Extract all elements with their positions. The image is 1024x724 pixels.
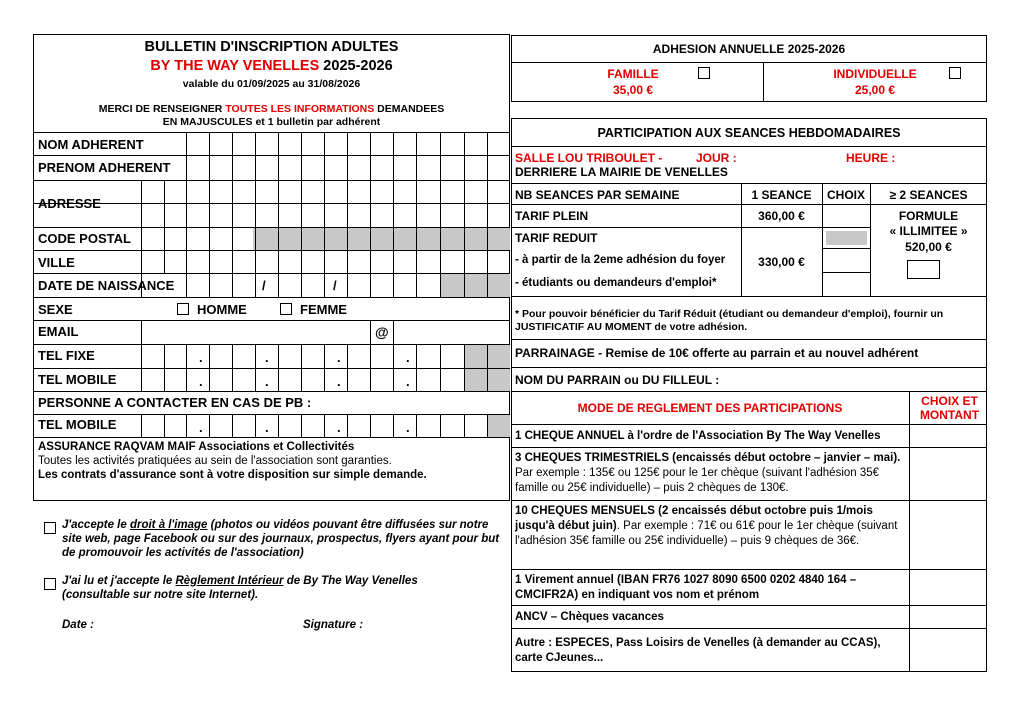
note-line-1: * Pour pouvoir bénéficier du Tarif Réduit (étudiant ou demandeur d'emploi), fournir un	[515, 308, 944, 320]
droit-image-checkbox[interactable]	[44, 522, 56, 534]
reglement-checkbox[interactable]	[44, 578, 56, 590]
label-contact-tel: TEL MOBILE	[38, 417, 117, 432]
date-label: Date :	[62, 619, 94, 631]
phone-dot: .	[199, 374, 203, 389]
label-naissance: DATE DE NAISSANCE	[38, 278, 175, 293]
header-choix: CHOIX	[826, 188, 865, 202]
phone-dot: .	[199, 350, 203, 365]
validity: valable du 01/09/2025 au 31/08/2026	[182, 78, 361, 90]
reglement-a: J'ai lu et j'accepte le	[62, 575, 176, 587]
phone-dot: .	[406, 420, 410, 435]
choix-montant-header: CHOIX ET MONTANT	[919, 394, 980, 422]
formule-price: 520,00 €	[905, 240, 952, 254]
femme-checkbox[interactable]	[280, 303, 292, 315]
reduit-condition-2: - étudiants ou demandeurs d'emploi*	[515, 277, 717, 289]
instruction-1c: DEMANDEES	[374, 103, 445, 115]
formule-line-1: FORMULE	[898, 209, 959, 223]
payment-trimestriel	[515, 451, 907, 496]
header-2-seances: ≥ 2 SEANCES	[889, 188, 968, 202]
parrainage-text: PARRAINAGE - Remise de 10€ offerte au parrain et au nouvel adhérent	[515, 346, 919, 360]
signature-label: Signature :	[303, 619, 364, 631]
note-line-2: JUSTIFICATIF AU MOMENT de votre adhésion.	[515, 321, 748, 333]
parrain-nom-label: NOM DU PARRAIN ou DU FILLEUL :	[515, 373, 720, 387]
club-name: BY THE WAY VENELLES	[150, 58, 320, 74]
trimestriel-bold: 3 CHEQUES TRIMESTRIELS (encaissés début octobre – janvier – mai).	[515, 452, 901, 464]
form-subtitle	[33, 58, 510, 74]
seances-title: PARTICIPATION AUX SEANCES HEBDOMADAIRES	[597, 126, 901, 140]
reglement-link: Règlement Intérieur	[175, 575, 284, 587]
droit-link: droit à l'image	[129, 519, 208, 531]
individuelle-price: 25,00 €	[854, 83, 896, 97]
payment-other: Autre : ESPECES, Pass Loisirs de Venelles (à demander au CCAS), carte CJeunes...	[515, 637, 881, 664]
mensuel-bold: 10 CHEQUES MENSUELS (2 encaissés début octobre puis 1/mois jusqu'à début juin)	[515, 505, 873, 532]
email-at-sign: @	[375, 324, 389, 340]
label-femme: FEMME	[300, 302, 347, 317]
label-tel-fixe: TEL FIXE	[38, 348, 95, 363]
reglement-d: (consultable sur notre site Internet).	[62, 589, 259, 601]
instruction-2: EN MAJUSCULES et 1 bulletin par adhérent	[162, 116, 381, 128]
individuelle-label: INDIVIDUELLE	[833, 67, 917, 81]
assurance-title: ASSURANCE RAQVAM MAIF Associations et Collectivités	[38, 441, 355, 453]
assurance-line-2: Les contrats d'assurance sont à votre disposition sur simple demande.	[38, 469, 427, 481]
payment-virement: 1 Virement annuel (IBAN FR76 1027 8090 6500 0202 4840 164 – CMCIFR2A) en indiquant vos nom et prénom	[515, 574, 857, 601]
date-slash-2: /	[333, 278, 337, 293]
phone-dot: .	[265, 420, 269, 435]
phone-dot: .	[265, 374, 269, 389]
header-1-seance: 1 SEANCE	[751, 188, 812, 202]
heure-label: HEURE :	[846, 151, 896, 165]
payment-ancv: ANCV – Chèques vacances	[515, 611, 664, 623]
jour-label: JOUR :	[696, 151, 737, 165]
label-nom: NOM ADHERENT	[38, 137, 144, 152]
famille-checkbox[interactable]	[698, 67, 710, 79]
tarif-reduit-price: 330,00 €	[758, 255, 805, 269]
formule-checkbox[interactable]	[907, 260, 940, 279]
adhesion-title: ADHESION ANNUELLE 2025-2026	[652, 42, 846, 56]
birth-shaded	[441, 273, 510, 297]
tarif-plein-price: 360,00 €	[758, 209, 805, 223]
form-title: BULLETIN D'INSCRIPTION ADULTES	[144, 39, 399, 55]
phone-dot: .	[337, 420, 341, 435]
phone-dot: .	[265, 350, 269, 365]
instruction-1	[33, 103, 510, 115]
mensuel-detail: . Par exemple : 71€ ou 61€ pour le 1er chèque (suivant l'adhésion 35€ famille ou 25€ individuelle) – puis 9 chèques de 36€.	[515, 520, 898, 547]
phone-dot: .	[337, 350, 341, 365]
individuelle-checkbox[interactable]	[949, 67, 961, 79]
famille-label: FAMILLE	[607, 67, 659, 81]
salle-label: SALLE LOU TRIBOULET -	[515, 151, 663, 165]
droit-image-text	[62, 518, 508, 560]
label-contact: PERSONNE A CONTACTER EN CAS DE PB :	[38, 395, 312, 410]
instruction-1b: TOUTES LES INFORMATIONS	[225, 103, 375, 115]
date-slash-1: /	[262, 278, 266, 293]
postal-shaded	[253, 227, 510, 250]
payment-mensuel	[515, 504, 907, 549]
droit-c: (photos ou vidéos pouvant être diffusées sur notre site web, page Facebook ou sur des journaux, prospectus, flyers ayant pour but de promouvoir les activités de l'association)	[62, 519, 500, 559]
label-ville: VILLE	[38, 255, 75, 270]
label-homme: HOMME	[197, 302, 247, 317]
homme-checkbox[interactable]	[177, 303, 189, 315]
header-nb-seances: NB SEANCES PAR SEMAINE	[515, 188, 680, 202]
payment-annual-cheque: 1 CHEQUE ANNUEL à l'ordre de l'Association By The Way Venelles	[515, 430, 881, 442]
reduit-choice-shaded	[826, 231, 867, 245]
label-tel-mobile: TEL MOBILE	[38, 372, 117, 387]
label-prenom: PRENOM ADHERENT	[38, 160, 171, 175]
label-email: EMAIL	[38, 324, 79, 339]
phone-dot: .	[199, 420, 203, 435]
contact-shaded	[487, 414, 510, 437]
phone-dot: .	[406, 350, 410, 365]
tarif-reduit-label: TARIF REDUIT	[515, 231, 598, 245]
mairie-label: DERRIERE LA MAIRIE DE VENELLES	[515, 165, 728, 179]
label-adresse: ADRESSE	[38, 196, 101, 211]
season: 2025-2026	[319, 58, 393, 74]
trimestriel-detail: Par exemple : 135€ ou 125€ pour le 1er chèque (suivant l'adhésion 35€ famille ou 25€ individuelle) – puis 2 chèques de 130€.	[515, 467, 880, 494]
droit-a: J'accepte le	[62, 519, 130, 531]
label-sexe: SEXE	[38, 302, 73, 317]
reglement-text	[62, 574, 508, 602]
formule-line-2: « ILLIMITEE »	[889, 224, 968, 238]
assurance-line-1: Toutes les activités pratiquées au sein de l'association sont garanties.	[38, 455, 392, 467]
reduit-condition-1: - à partir de la 2eme adhésion du foyer	[515, 254, 726, 266]
tarif-plein-label: TARIF PLEIN	[515, 209, 589, 223]
label-code-postal: CODE POSTAL	[38, 231, 131, 246]
mode-reglement-title: MODE DE REGLEMENT DES PARTICIPATIONS	[577, 401, 843, 415]
phone-dot: .	[406, 374, 410, 389]
reglement-c: de By The Way Venelles	[283, 575, 418, 587]
famille-price: 35,00 €	[612, 83, 654, 97]
instruction-1a: MERCI DE RENSEIGNER	[98, 103, 226, 115]
phone-dot: .	[337, 374, 341, 389]
